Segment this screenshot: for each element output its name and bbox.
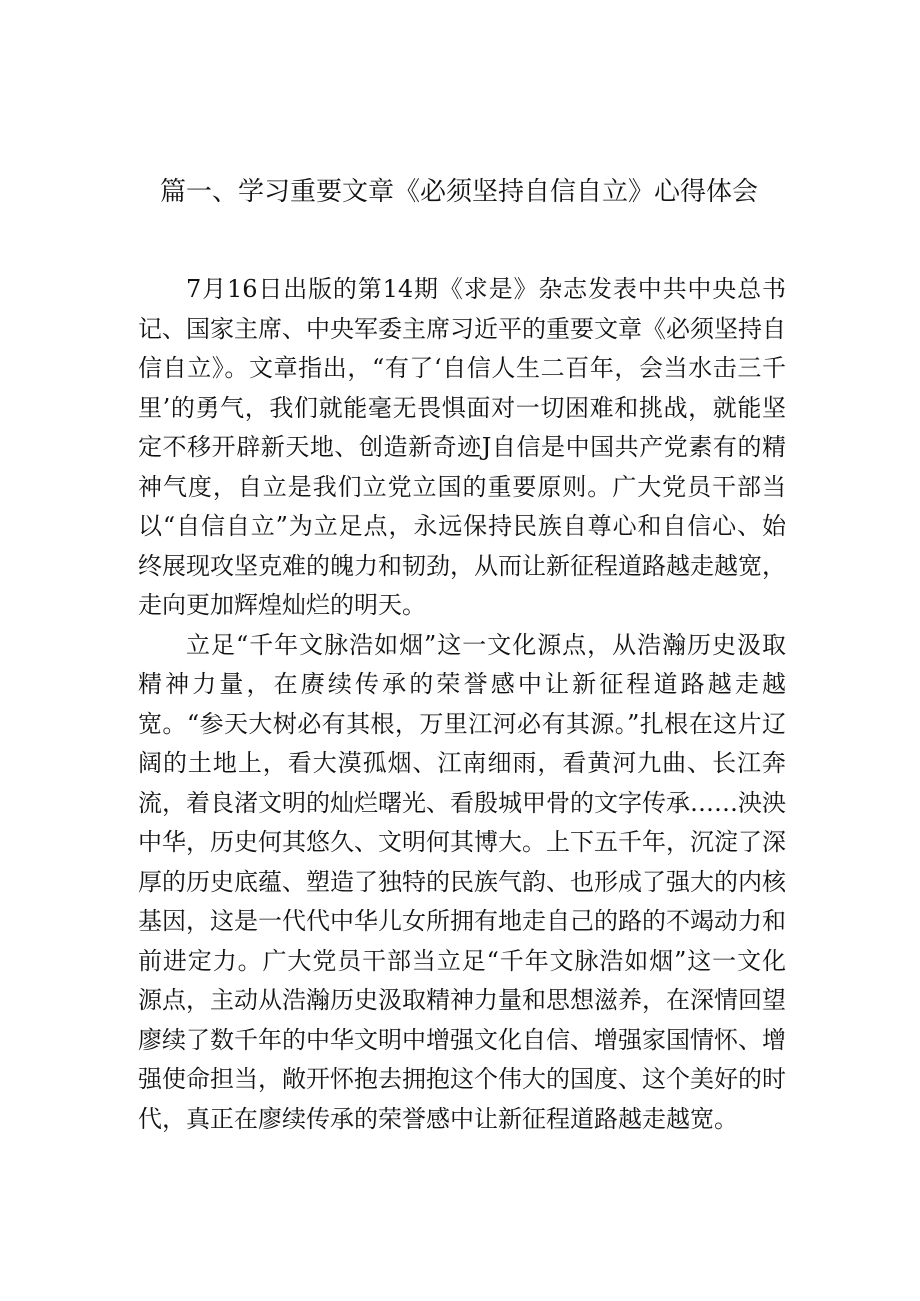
paragraph-1: 7月16日出版的第14期《求是》杂志发表中共中央总书记、国家主席、中央军委主席习近平的重要文章《必须坚持自信自立》。文章指出，“有了‘自信人生二百年，会当水击三千里’的勇气，我们就能毫无畏惧面对一切困难和挑战，就能坚定不移开辟新天地、创造新奇迹J自信是中国共产党素有的精神气度，自立是我们立党立国的重要原则。广大党员干部当以“自信自立”为立足点，永远保持民族自尊心和自信心、始终展现攻坚克难的魄力和韧劲，从而让新征程道路越走越宽，走向更加辉煌灿烂的明天。: [138, 275, 786, 619]
paragraph-2: 立足“千年文脉浩如烟”这一文化源点，从浩瀚历史汲取精神力量，在赓续传承的荣誉感中让新征程道路越走越宽。“参天大树必有其根，万里江河必有其源。”扎根在这片辽阔的土地上，看大漠孤烟、江南细雨，看黄河九曲、长江奔流，着良渚文明的灿烂曙光、看殷城甲骨的文字传承……泱泱中华，历史何其悠久、文明何其博大。上下五千年，沉淀了深厚的历史底蕴、塑造了独特的民族气韵、也形成了强大的内核基因，这是一代代中华儿女所拥有地走自己的路的不竭动力和前进定力。广大党员干部当立足“千年文脉浩如烟”这一文化源点，主动从浩瀚历史汲取精神力量和思想滋养，在深情回望廖续了数千年的中华文明中增强文化自信、增强家国情怀、增强使命担当，敞开怀抱去拥抱这个伟大的国度、这个美好的时代，真正在廖续传承的荣誉感中让新征程道路越走越宽。: [138, 630, 786, 1133]
document-body: [138, 270, 786, 1139]
document-title: 篇一、学习重要文章《必须坚持自信自立》心得体会: [160, 177, 759, 207]
